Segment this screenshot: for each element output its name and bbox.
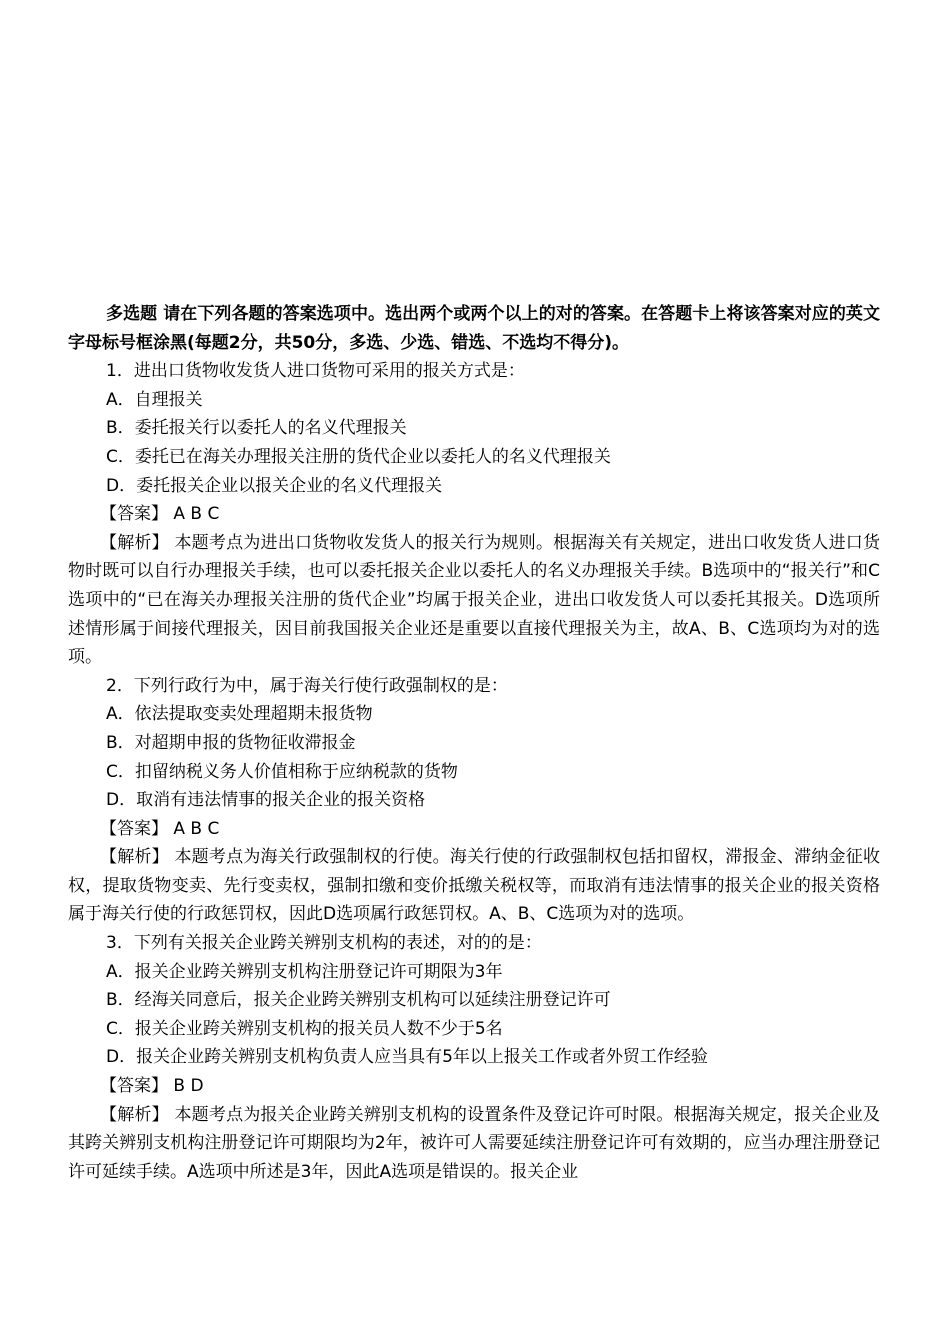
option-b: B．对超期申报的货物征收滞报金 [106, 732, 356, 753]
option-a: A．自理报关 [106, 389, 203, 410]
analysis-text: 【解析】 本题考点为进出口货物收发货人的报关行为规则。根据海关有关规定，进出口收发货人进口货物时既可以自行办理报关手续，也可以委托报关企业以委托人的名义办理报关手续。B选项中的“报关行”和C选项中的“已在海关办理报关注册的货代企业”均属于报关企业，进出口收发货人可以委托其报关。D选项所述情形属于间接代理报关，因目前我国报关企业还是重要以直接代理报关为主，故A、B、C选项均为对的选项。 [68, 532, 880, 668]
option-c: C．扣留纳税义务人价值相称于应纳税款的货物 [106, 761, 458, 782]
analysis-text: 【解析】 本题考点为报关企业跨关辨别支机构的设置条件及登记许可时限。根据海关规定，报关企业及其跨关辨别支机构注册登记许可期限均为2年，被许可人需要延续注册登记许可有效期的，应当办理注册登记许可延续手续。A选项中所述是3年，因此A选项是错误的。报关企业 [68, 1104, 880, 1182]
option-d: D．取消有违法情事的报关企业的报关资格 [106, 790, 426, 811]
analysis-text: 【解析】 本题考点为海关行政强制权的行使。海关行使的行政强制权包括扣留权，滞报金、滞纳金征收权，提取货物变卖、先行变卖权，强制扣缴和变价抵缴关税权等，而取消有违法情事的报关企业的报关资格属于海关行使的行政惩罚权，因此D选项属行政惩罚权。A、B、C选项为对的选项。 [68, 847, 880, 925]
option-c: C．委托已在海关办理报关注册的货代企业以委托人的名义代理报关 [106, 446, 611, 467]
question-1 [68, 357, 880, 672]
section-instructions: 多选题 请在下列各题的答案选项中。选出两个或两个以上的对的答案。在答题卡上将该答案对应的英文字母标号框涂黑(每题2分，共50分，多选、少选、错选、不选均不得分)。 [68, 304, 880, 353]
question-stem: 1．进出口货物收发货人进口货物可采用的报关方式是： [106, 361, 525, 382]
option-c: C．报关企业跨关辨别支机构的报关员人数不少于5名 [106, 1018, 503, 1039]
question-3 [68, 929, 880, 1186]
answer-key: 【答案】 A B C [100, 818, 220, 839]
option-a: A．依法提取变卖处理超期未报货物 [106, 704, 373, 725]
document-body [68, 300, 880, 1186]
answer-key: 【答案】 B D [100, 1076, 204, 1097]
option-b: B．委托报关行以委托人的名义代理报关 [106, 418, 407, 439]
option-a: A．报关企业跨关辨别支机构注册登记许可期限为3年 [106, 961, 503, 982]
option-d: D．报关企业跨关辨别支机构负责人应当具有5年以上报关工作或者外贸工作经验 [106, 1047, 708, 1068]
option-b: B．经海关同意后，报关企业跨关辨别支机构可以延续注册登记许可 [106, 990, 611, 1011]
question-2 [68, 672, 880, 929]
answer-key: 【答案】 A B C [100, 504, 220, 525]
question-stem: 3．下列有关报关企业跨关辨别支机构的表述，对的的是： [106, 933, 542, 954]
question-stem: 2．下列行政行为中，属于海关行使行政强制权的是： [106, 675, 508, 696]
option-d: D．委托报关企业以报关企业的名义代理报关 [106, 475, 443, 496]
